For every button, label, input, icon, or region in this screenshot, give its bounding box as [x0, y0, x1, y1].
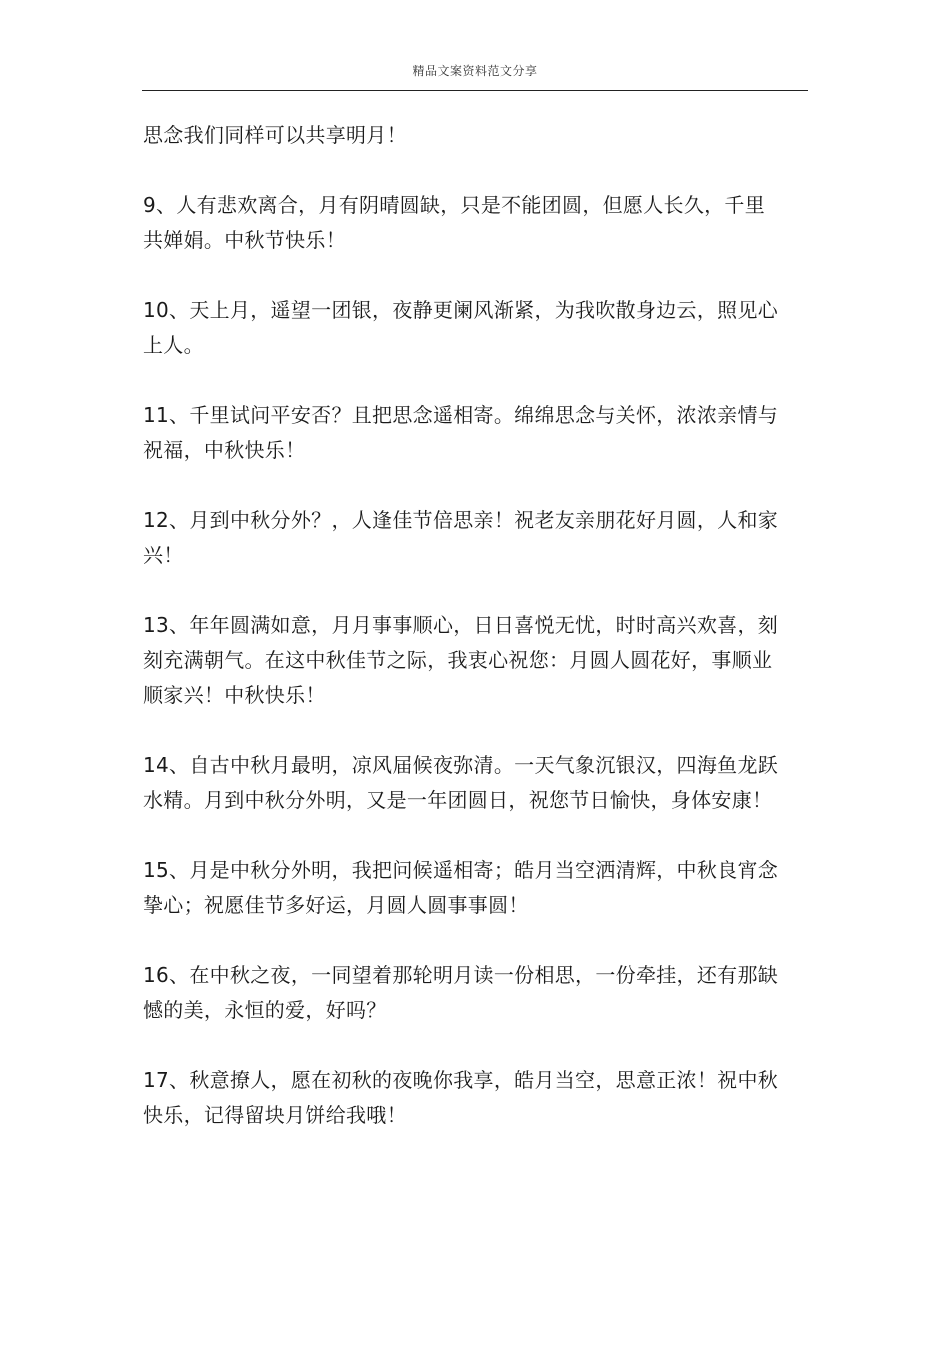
paragraph-item-10: 10、天上月，遥望一团银，夜静更阑风渐紧，为我吹散身边云，照见心上人。 — [143, 298, 779, 357]
paragraph-item-13: 13、年年圆满如意，月月事事顺心，日日喜悦无忧，时时高兴欢喜，刻刻充满朝气。在这中秋佳节之际，我衷心祝您：月圆人圆花好，事顺业顺家兴！中秋快乐！ — [143, 613, 779, 707]
paragraph-item-11: 11、千里试问平安否？且把思念遥相寄。绵绵思念与关怀，浓浓亲情与祝福，中秋快乐！ — [143, 403, 779, 462]
paragraph-item-9: 9、人有悲欢离合，月有阴晴圆缺，只是不能团圆，但愿人长久，千里共婵娟。中秋节快乐！ — [143, 193, 766, 252]
header-divider — [142, 90, 808, 91]
paragraph-item-14: 14、自古中秋月最明，凉风届候夜弥清。一天气象沉银汉，四海鱼龙跃水精。月到中秋分外明，又是一年团圆日，祝您节日愉快，身体安康！ — [143, 753, 779, 812]
paragraph-continuation: 思念我们同样可以共享明月！ — [143, 123, 407, 147]
paragraph-item-17: 17、秋意撩人，愿在初秋的夜晚你我享，皓月当空，思意正浓！祝中秋快乐，记得留块月饼给我哦！ — [143, 1068, 779, 1127]
paragraph-item-12: 12、月到中秋分外？，人逢佳节倍思亲！祝老友亲朋花好月圆，人和家兴！ — [143, 508, 779, 567]
paragraph-item-16: 16、在中秋之夜，一同望着那轮明月读一份相思，一份牵挂，还有那缺憾的美，永恒的爱，好吗？ — [143, 963, 779, 1022]
paragraph-item-15: 15、月是中秋分外明，我把问候遥相寄；皓月当空洒清辉，中秋良宵念挚心；祝愿佳节多好运，月圆人圆事事圆！ — [143, 858, 779, 917]
page-header: 精品文案资料范文分享 — [412, 64, 538, 78]
document-body — [143, 118, 783, 1133]
